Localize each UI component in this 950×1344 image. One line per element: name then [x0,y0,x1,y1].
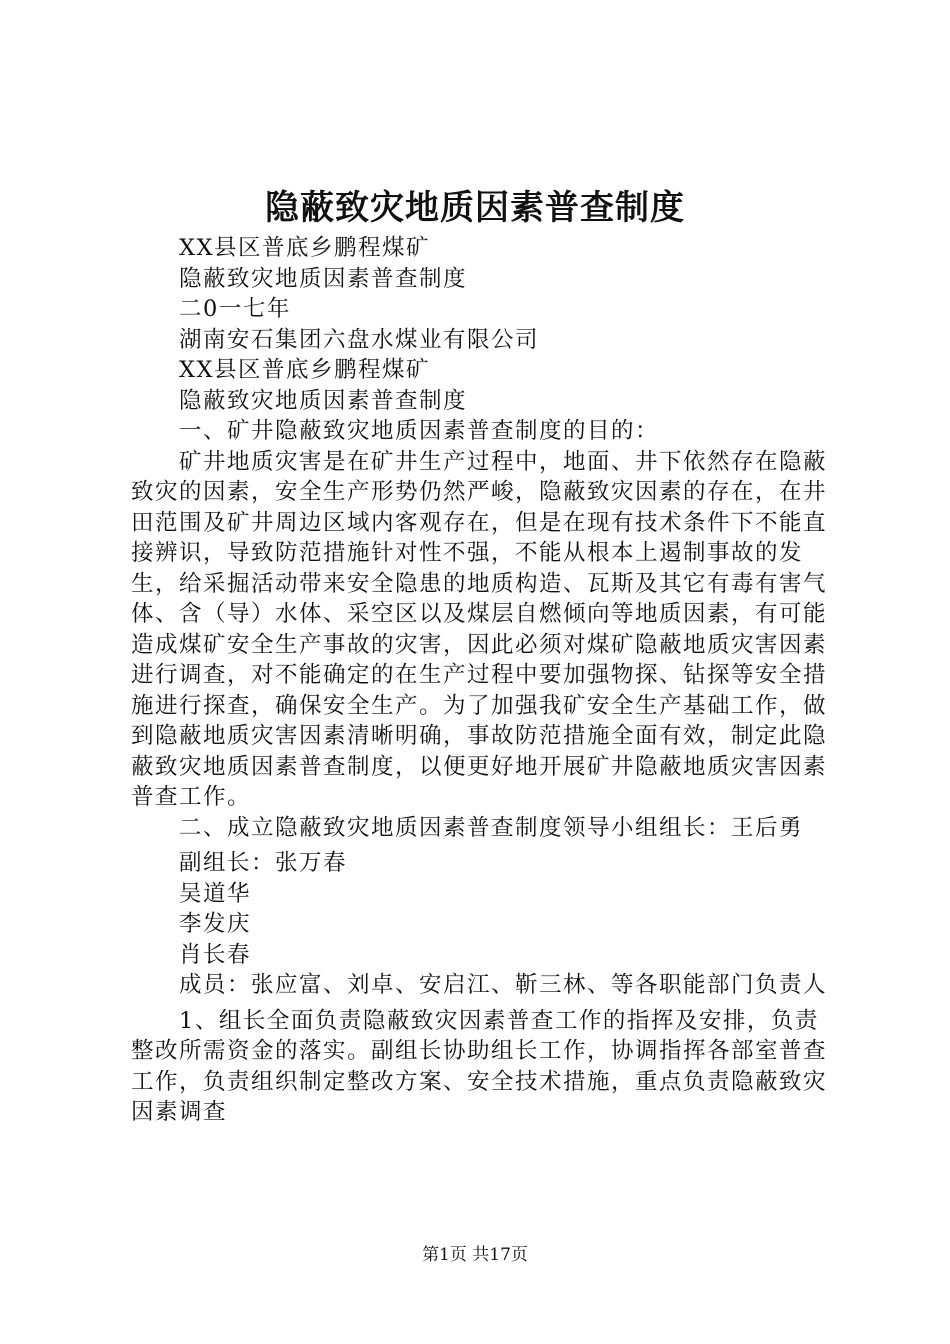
paragraph-purpose: 矿井地质灾害是在矿井生产过程中，地面、井下依然存在隐蔽致灾的因素，安全生产形势仍然严峻，隐蔽致灾因素的存在，在井田范围及矿井周边区域内客观存在，但是在现有技术条件下不能直接辨识，导致防范措施针对性不强，不能从根本上遏制事故的发生，给采掘活动带来安全隐患的地质构造、瓦斯及其它有毒有害气体、含（导）水体、采空区以及煤层自燃倾向等地质因素，有可能造成煤矿安全生产事故的灾害，因此必须对煤矿隐蔽地质灾害因素进行调查，对不能确定的在生产过程中要加强物探、钻探等安全措施进行探查，确保安全生产。为了加强我矿安全生产基础工作，做到隐蔽地质灾害因素清晰明确，事故防范措施全面有效，制定此隐蔽致灾地质因素普查制度，以便更好地开展矿井隐蔽地质灾害因素普查工作。 [131,448,828,810]
section-heading-purpose: 一、矿井隐蔽致灾地质因素普查制度的目的： [179,418,660,444]
member-3: 李发庆 [179,911,252,937]
mine-name-line-2: XX县区普底乡鹏程煤矿 [179,357,431,383]
year-line: 二0一七年 [179,296,291,322]
member-4: 肖长春 [179,941,252,968]
document-title: 隐蔽致灾地质因素普查制度 [265,188,685,228]
paragraph-group: 二、成立隐蔽致灾地质因素普查制度领导小组组长：王后勇 [179,814,804,841]
company-line: 湖南安石集团六盘水煤业有限公司 [179,326,540,353]
member-2: 吴道华 [179,880,252,907]
system-name-line-2: 隐蔽致灾地质因素普查制度 [179,387,468,414]
paragraph-staff: 成员：张应富、刘卓、安启江、靳三林、等各职能部门负责人 [179,972,828,998]
member-deputy-leader: 副组长：张万春 [179,850,348,876]
page-number: 第1页 共17页 [422,1245,528,1265]
mine-name-line: XX县区普底乡鹏程煤矿 [179,235,431,261]
paragraph-duty: 1、组长全面负责隐蔽致灾因素普查工作的指挥及安排，负责整改所需资金的落实。副组长协助组长工作，协调指挥各部室普查工作，负责组织制定整改方案、安全技术措施，重点负责隐蔽致灾因素调查 [131,1007,828,1125]
system-name-line: 隐蔽致灾地质因素普查制度 [179,265,468,292]
document-body [131,233,831,1128]
